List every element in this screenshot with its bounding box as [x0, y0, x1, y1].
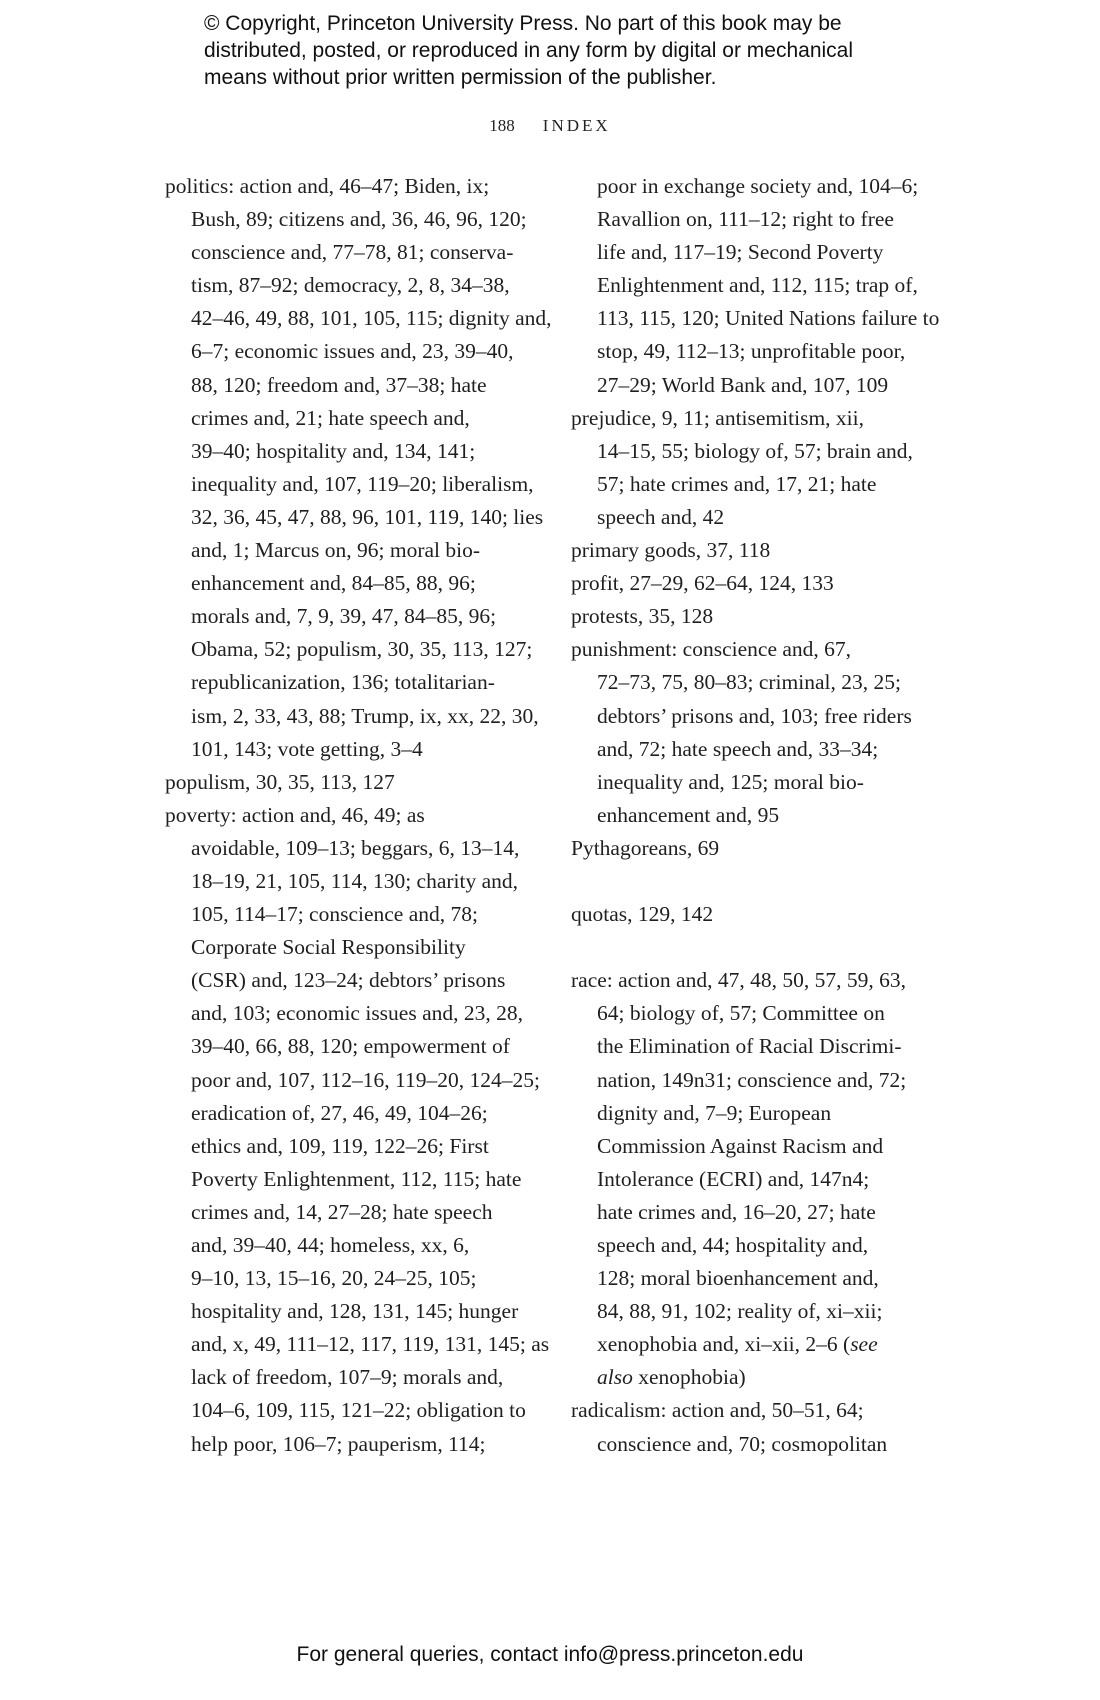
index-column-left: [165, 170, 552, 1461]
index-entry-line: populism, 30, 35, 113, 127: [165, 769, 395, 794]
index-entry-line: 18–19, 21, 105, 114, 130; charity and,: [191, 868, 519, 893]
index-entry-line: Bush, 89; citizens and, 36, 46, 96, 120;: [191, 207, 527, 232]
index-entry-line: punishment: conscience and, 67,: [571, 637, 852, 662]
index-entry-line: profit, 27–29, 62–64, 124, 133: [571, 571, 834, 596]
index-entry-line: debtors’ prisons and, 103; free riders: [597, 703, 912, 728]
index-entry-line: 105, 114–17; conscience and, 78;: [191, 902, 478, 927]
index-entry-line: lack of freedom, 107–9; morals and,: [191, 1365, 504, 1390]
index-entry-line: [571, 1328, 941, 1361]
index-entry-line: enhancement and, 84–85, 88, 96;: [191, 571, 476, 596]
index-entry-line: nation, 149n31; conscience and, 72;: [597, 1067, 907, 1092]
index-entry-line: enhancement and, 95: [597, 802, 780, 827]
index-entry-line: and, 72; hate speech and, 33–34;: [597, 736, 879, 761]
index-entry-line: Obama, 52; populism, 30, 35, 113, 127;: [191, 637, 533, 662]
index-entry-line: radicalism: action and, 50–51, 64;: [571, 1398, 864, 1423]
index-entry-line: 64; biology of, 57; Committee on: [597, 1001, 885, 1026]
index-entry-line: race: action and, 47, 48, 50, 57, 59, 63,: [571, 968, 906, 993]
index-entry-line: 113, 115, 120; United Nations failure to: [597, 306, 940, 331]
index-entry-line: 72–73, 75, 80–83; criminal, 23, 25;: [597, 670, 901, 695]
index-entry-line: Enlightenment and, 112, 115; trap of,: [597, 273, 918, 298]
index-entry-line: life and, 117–19; Second Poverty: [597, 240, 884, 265]
index-entry-line: protests, 35, 128: [571, 604, 714, 629]
index-entry-line: 42–46, 49, 88, 101, 105, 115; dignity and,: [191, 306, 552, 331]
index-entry-line: conscience and, 77–78, 81; conserva-: [191, 240, 514, 265]
copyright-line: means without prior written permission of the publisher.: [204, 66, 717, 89]
running-head: [0, 114, 1100, 138]
index-entry-line: eradication of, 27, 46, 49, 104–26;: [191, 1100, 488, 1125]
index-entry-line: 14–15, 55; biology of, 57; brain and,: [597, 438, 913, 463]
index-entry-line: 57; hate crimes and, 17, 21; hate: [597, 471, 877, 496]
copyright-notice: [204, 10, 924, 91]
index-entry-line: 39–40, 66, 88, 120; empowerment of: [191, 1034, 510, 1059]
letter-group-gap: [571, 931, 941, 964]
index-entry-line: hate crimes and, 16–20, 27; hate: [597, 1199, 876, 1224]
index-entry-line: crimes and, 21; hate speech and,: [191, 405, 470, 430]
index-entry-line: inequality and, 107, 119–20; liberalism,: [191, 471, 534, 496]
index-entry-line: Ravallion on, 111–12; right to free: [597, 207, 894, 232]
index-entry-line: 32, 36, 45, 47, 88, 96, 101, 119, 140; lies: [191, 504, 544, 529]
copyright-line: © Copyright, Princeton University Press. No part of this book may be: [204, 12, 842, 35]
index-entry-line: 128; moral bioenhancement and,: [597, 1266, 879, 1291]
entry-text: xenophobia and, xi–xii, 2–6 (: [597, 1332, 851, 1357]
index-entry-line: 88, 120; freedom and, 37–38; hate: [191, 372, 487, 397]
index-entry-line: republicanization, 136; totalitarian-: [191, 670, 495, 695]
index-entry-line: 39–40; hospitality and, 134, 141;: [191, 438, 476, 463]
index-entry-line: 101, 143; vote getting, 3–4: [191, 736, 423, 761]
index-entry-line: hospitality and, 128, 131, 145; hunger: [191, 1299, 519, 1324]
index-entry-line: 6–7; economic issues and, 23, 39–40,: [191, 339, 514, 364]
index-entry-line: Intolerance (ECRI) and, 147n4;: [597, 1166, 870, 1191]
index-entry-line: quotas, 129, 142: [571, 902, 714, 927]
index-entry-line: avoidable, 109–13; beggars, 6, 13–14,: [191, 835, 520, 860]
index-entry-line: ethics and, 109, 119, 122–26; First: [191, 1133, 489, 1158]
index-entry-line: tism, 87–92; democracy, 2, 8, 34–38,: [191, 273, 510, 298]
index-entry-line: poor in exchange society and, 104–6;: [597, 174, 919, 198]
index-entry-line: Corporate Social Responsibility: [191, 935, 466, 960]
index-entry-line: and, 1; Marcus on, 96; moral bio-: [191, 538, 481, 563]
index-entry-line: Poverty Enlightenment, 112, 115; hate: [191, 1166, 522, 1191]
index-entry-line: (CSR) and, 123–24; debtors’ prisons: [191, 968, 506, 993]
index-entry-line: speech and, 42: [597, 504, 725, 529]
letter-group-gap: [571, 865, 941, 898]
running-title: INDEX: [542, 116, 611, 135]
index-entry-line: Commission Against Racism and: [597, 1133, 884, 1158]
index-entry-line: and, 103; economic issues and, 23, 28,: [191, 1001, 524, 1026]
index-entry-line: ism, 2, 33, 43, 88; Trump, ix, xx, 22, 30,: [191, 703, 539, 728]
index-entry-line: 9–10, 13, 15–16, 20, 24–25, 105;: [191, 1266, 477, 1291]
copyright-line: distributed, posted, or reproduced in any form by digital or mechanical: [204, 39, 854, 62]
index-entry-line: primary goods, 37, 118: [571, 538, 771, 563]
index-entry-line: [571, 1361, 941, 1394]
index-entry-line: 84, 88, 91, 102; reality of, xi–xii;: [597, 1299, 883, 1324]
index-entry-line: conscience and, 70; cosmopolitan: [597, 1431, 888, 1456]
entry-text: xenophobia): [632, 1365, 746, 1390]
index-entry-line: inequality and, 125; moral bio-: [597, 769, 864, 794]
index-entry-line: stop, 49, 112–13; unprofitable poor,: [597, 339, 906, 364]
index-entry-line: prejudice, 9, 11; antisemitism, xii,: [571, 405, 864, 430]
index-entry-line: speech and, 44; hospitality and,: [597, 1233, 869, 1257]
index-entry-line: morals and, 7, 9, 39, 47, 84–85, 96;: [191, 604, 497, 629]
index-entry-line: 27–29; World Bank and, 107, 109: [597, 372, 889, 397]
index-entry-line: and, 39–40, 44; homeless, xx, 6,: [191, 1233, 470, 1257]
index-entry-line: and, x, 49, 111–12, 117, 119, 131, 145; as: [191, 1332, 550, 1357]
index-entry-line: politics: action and, 46–47; Biden, ix;: [165, 174, 490, 198]
cross-reference-also: also: [597, 1365, 633, 1390]
index-entry-line: Pythagoreans, 69: [571, 835, 720, 860]
index-entry-line: crimes and, 14, 27–28; hate speech: [191, 1199, 493, 1224]
index-entry-line: help poor, 106–7; pauperism, 114;: [191, 1431, 486, 1456]
index-entry-line: poverty: action and, 46, 49; as: [165, 802, 425, 827]
index-entry-line: poor and, 107, 112–16, 119–20, 124–25;: [191, 1067, 540, 1092]
page-number: 188: [489, 116, 515, 135]
index-entry-line: 104–6, 109, 115, 121–22; obligation to: [191, 1398, 526, 1423]
contact-footer: For general queries, contact info@press.princeton.edu: [296, 1643, 804, 1666]
cross-reference-see: see: [850, 1332, 878, 1357]
index-entry-line: dignity and, 7–9; European: [597, 1100, 832, 1125]
index-entry-line: the Elimination of Racial Discrimi-: [597, 1034, 902, 1059]
index-column-right: [571, 170, 941, 1461]
